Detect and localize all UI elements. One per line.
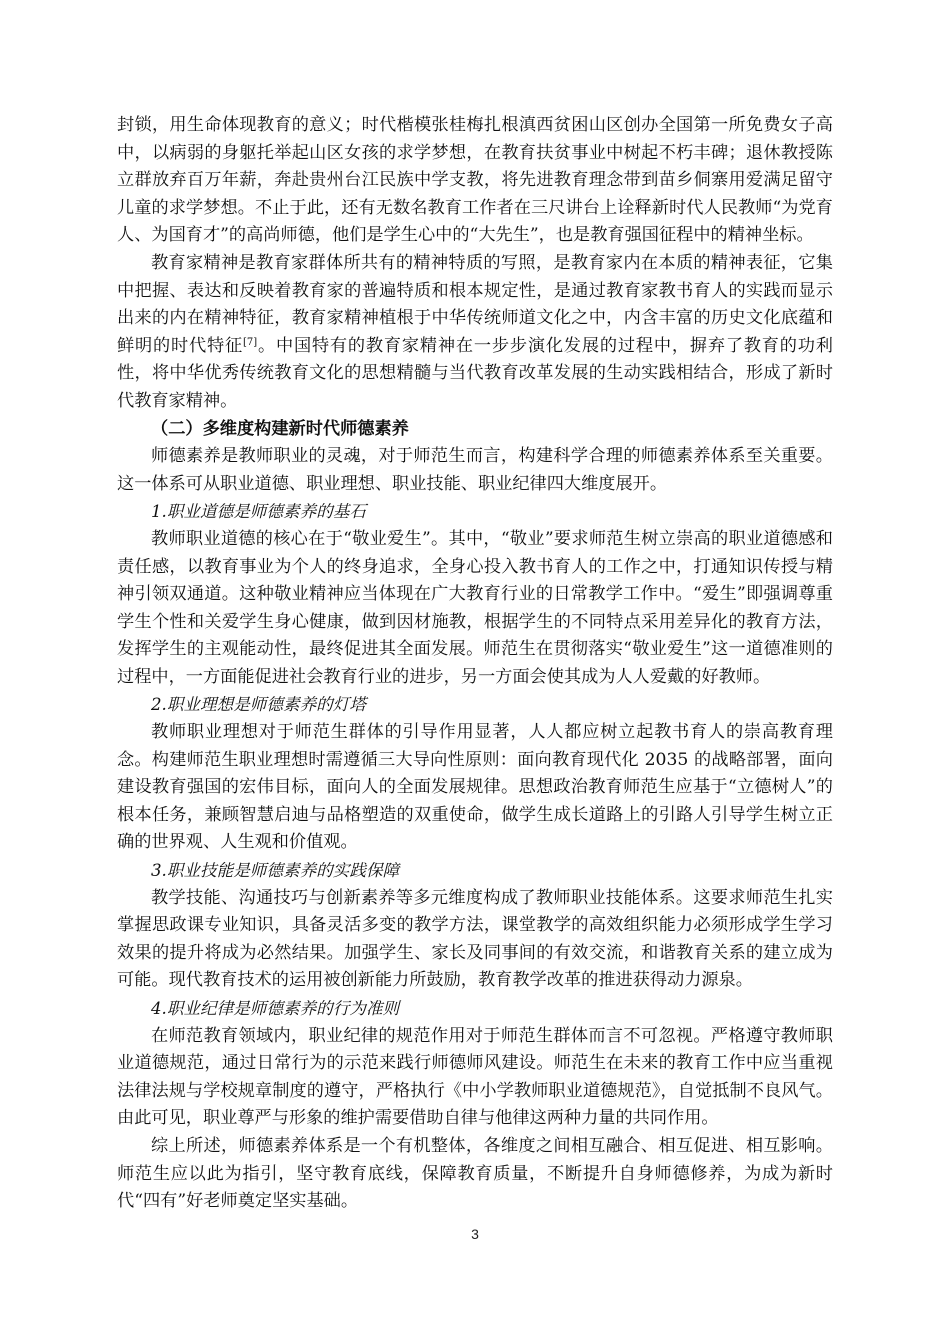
subheading-4: 4.职业纪律是师德素养的行为准则 [151,999,400,1018]
paragraph-2 [117,250,833,416]
paragraph-8: 综上所述，师德素养体系是一个有机整体，各维度之间相互融合、相互促进、相互影响。师范生应以此为指引，坚守教育底线，保障教育质量，不断提升自身师德修养，为成为新时代“四有”好老师奠定坚实基础。 [117,1135,833,1212]
citation-ref-7: [7] [242,336,258,348]
subheading-1: 1.职业道德是师德素养的基石 [151,502,366,522]
paragraph-2-text-a: 教育家精神是教育家群体所共有的精神特质的写照，是教育家内在本质的精神表征，它集中把握、表达和反映着教育家的普遍特质和根本规定性，是通过教育家教书育人的实践而显示出来的内在精神特征，教育家精神植根于中华传统师道文化之中，内含丰富的历史文化底蕴和鲜明的时代特征 [117,252,833,356]
paragraph-4: 教师职业道德的核心在于“敬业爱生”。其中，“敬业”要求师范生树立崇高的职业道德感和责任感，以教育事业为个人的终身追求，全身心投入教书育人的工作之中，打通知识传授与精神引领双通道。这种敬业精神应当体现在广大教育行业的日常教学工作中。“爱生”即强调尊重学生个性和关爱学生身心健康，做到因材施教，根据学生的不同特点采用差异化的教育方法，发挥学生的主观能动性，最终促进其全面发展。师范生在贯彻落实“敬业爱生”这一道德准则的过程中，一方面能促进社会教育行业的进步，另一方面会使其成为人人爱戴的好教师。 [117,528,833,687]
paragraph-5: 教师职业理想对于师范生群体的引导作用显著，人人都应树立起教书育人的崇高教育理念。构建师范生职业理想时需遵循三大导向性原则：面向教育现代化 2035 的战略部署，面向建设教育强国的宏伟目标，面向人的全面发展规律。思想政治教育师范生应基于“立德树人”的根本任务，兼顾智慧启迪与品格塑造的双重使命，做学生成长道路上的引路人引导学生树立正确的世界观、人生观和价值观。 [117,722,833,853]
subheading-2: 2.职业理想是师德素养的灯塔 [151,695,366,715]
paragraph-1: 封锁，用生命体现教育的意义；时代楷模张桂梅扎根滇西贫困山区创办全国第一所免费女子高中，以病弱的身躯托举起山区女孩的求学梦想，在教育扶贫事业中树起不朽丰碑；退休教授陈立群放弃百万年薪，奔赴贵州台江民族中学支教，将先进教育理念带到苗乡侗寨用爱满足留守儿童的求学梦想。不止于此，还有无数名教育工作者在三尺讲台上诠释新时代人民教师“为党育人、为国育才”的高尚师德，他们是学生心中的“大先生”，也是教育强国征程中的精神坐标。 [117,115,833,246]
paragraph-6: 教学技能、沟通技巧与创新素养等多元维度构成了教师职业技能体系。这要求师范生扎实掌握思政课专业知识，具备灵活多变的教学方法，课堂教学的高效组织能力必须形成学生学习效果的提升将成为必然结果。加强学生、家长及同事间的有效交流，和谐教育关系的建立成为可能。现代教育技术的运用被创新能力所鼓励，教育教学改革的推进获得动力源泉。 [117,887,833,991]
document-body [117,112,833,1216]
paragraph-7: 在师范教育领域内，职业纪律的规范作用对于师范生群体而言不可忽视。严格遵守教师职业道德规范，通过日常行为的示范来践行师德师风建设。师范生在未来的教育工作中应当重视法律法规与学校规章制度的遵守，严格执行《中小学教师职业道德规范》，自觉抵制不良风气。由此可见，职业尊严与形象的维护需要借助自律与他律这两种力量的共同作用。 [117,1025,833,1129]
section-title: （二）多维度构建新时代师德素养 [151,418,409,439]
paragraph-2-text-b: 。中国特有的教育家精神在一步步演化发展的过程中，摒弃了教育的功利性，将中华优秀传统教育文化的思想精髓与当代教育改革发展的生动实践相结合，形成了新时代教育家精神。 [117,335,833,411]
paragraph-3: 师德素养是教师职业的灵魂，对于师范生而言，构建科学合理的师德素养体系至关重要。这一体系可从职业道德、职业理想、职业技能、职业纪律四大维度展开。 [117,446,833,494]
page-number: 3 [471,1226,479,1242]
subheading-3: 3.职业技能是师德素养的实践保障 [151,861,400,881]
